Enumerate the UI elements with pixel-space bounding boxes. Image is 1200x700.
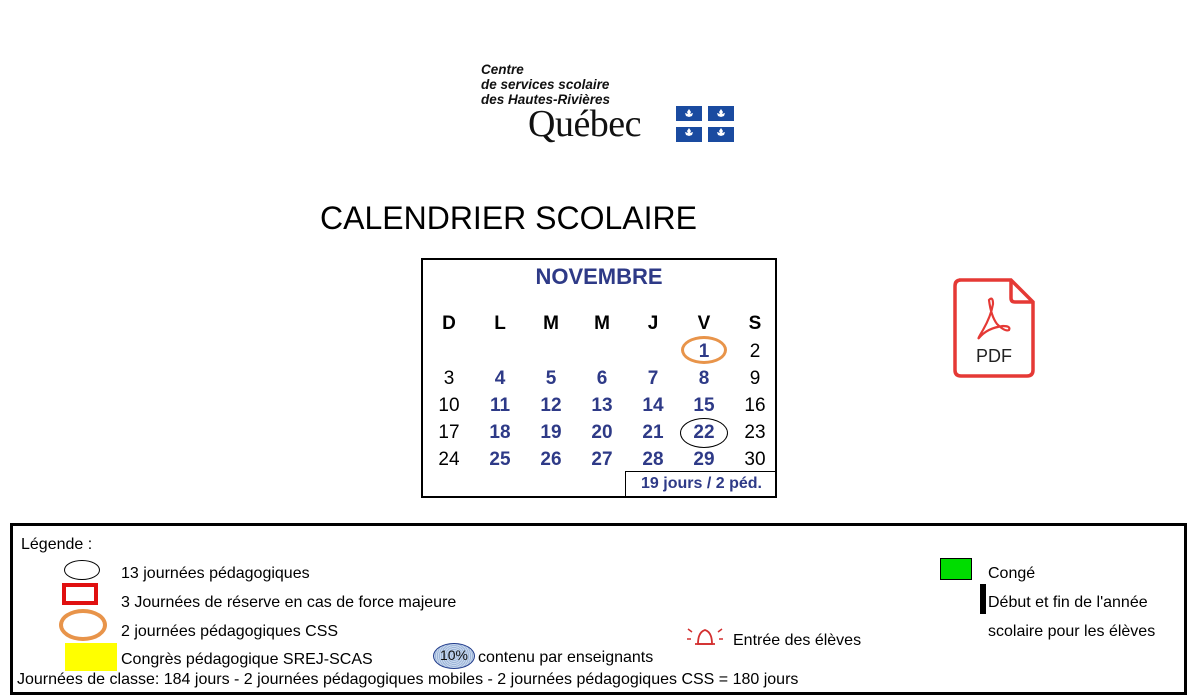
calendar-november bbox=[421, 258, 777, 498]
legend-year-line1: Début et fin de l'année bbox=[988, 594, 1148, 611]
legend-heading: Légende : bbox=[21, 536, 93, 553]
day-18: 18 bbox=[489, 422, 511, 443]
reserve-day-symbol bbox=[62, 583, 98, 605]
org-line-2: de services scolaire bbox=[481, 77, 610, 92]
legend-pct-text: contenu par enseignants bbox=[478, 649, 654, 666]
legend-box bbox=[10, 523, 1187, 695]
quebec-logo bbox=[476, 62, 746, 152]
weekday-saturday: S bbox=[748, 313, 762, 334]
day-14: 14 bbox=[642, 395, 664, 416]
day-21: 21 bbox=[642, 422, 664, 443]
day-5: 5 bbox=[545, 368, 557, 389]
percent-symbol: 10% bbox=[433, 643, 475, 669]
weekday-tuesday: M bbox=[543, 313, 559, 334]
legend-year-line2: scolaire pour les élèves bbox=[988, 623, 1156, 640]
congress-symbol bbox=[65, 643, 117, 671]
calendar-month: NOVEMBRE bbox=[535, 264, 663, 289]
pdf-download-link[interactable] bbox=[953, 278, 1035, 378]
legend-ped-days: 13 journées pédagogiques bbox=[121, 565, 310, 582]
day-13: 13 bbox=[591, 395, 613, 416]
weekday-friday: V bbox=[697, 313, 711, 334]
ped-day-symbol bbox=[64, 560, 100, 580]
quebec-wordmark: Québec bbox=[528, 103, 642, 145]
legend-reserve-days: 3 Journées de réserve en cas de force majeure bbox=[121, 594, 457, 611]
day-25: 25 bbox=[489, 449, 511, 470]
day-19: 19 bbox=[540, 422, 562, 443]
page-title: CALENDRIER SCOLAIRE bbox=[320, 200, 697, 236]
day-11: 11 bbox=[489, 395, 511, 416]
day-17: 17 bbox=[438, 422, 460, 443]
conge-symbol bbox=[940, 558, 972, 580]
weekday-wednesday: M bbox=[594, 313, 610, 334]
org-line-1: Centre bbox=[481, 62, 524, 77]
legend-footer: Journées de classe: 184 jours - 2 journées pédagogiques mobiles - 2 journées pédagogiques CSS = 180 jours bbox=[17, 671, 799, 688]
legend-css-days: 2 journées pédagogiques CSS bbox=[121, 623, 339, 640]
weekday-thursday: J bbox=[647, 313, 659, 334]
day-29: 29 bbox=[693, 449, 715, 470]
day-1: 1 bbox=[698, 341, 710, 362]
day-26: 26 bbox=[540, 449, 562, 470]
legend-congress: Congrès pédagogique SREJ-SCAS bbox=[121, 651, 373, 668]
day-9: 9 bbox=[749, 368, 761, 389]
day-4: 4 bbox=[494, 368, 506, 389]
pdf-label: PDF bbox=[976, 346, 1012, 366]
year-boundary-symbol bbox=[980, 584, 986, 614]
legend-conge: Congé bbox=[988, 565, 1036, 582]
day-15: 15 bbox=[693, 395, 715, 416]
day-20: 20 bbox=[591, 422, 613, 443]
day-10: 10 bbox=[438, 395, 460, 416]
legend-entry: Entrée des élèves bbox=[733, 632, 862, 649]
day-28: 28 bbox=[642, 449, 664, 470]
month-summary: 19 jours / 2 péd. bbox=[625, 471, 777, 498]
day-30: 30 bbox=[744, 449, 766, 470]
day-22: 22 bbox=[693, 422, 715, 443]
bell-alert-icon bbox=[687, 624, 723, 650]
weekday-sunday: D bbox=[442, 313, 456, 334]
day-27: 27 bbox=[591, 449, 613, 470]
day-24: 24 bbox=[438, 449, 460, 470]
org-line-3: des Hautes-Rivières bbox=[481, 92, 611, 107]
day-8: 8 bbox=[698, 368, 710, 389]
day-6: 6 bbox=[596, 368, 608, 389]
day-12: 12 bbox=[540, 395, 562, 416]
day-23: 23 bbox=[744, 422, 766, 443]
css-day-symbol bbox=[59, 609, 107, 641]
day-2: 2 bbox=[749, 341, 761, 362]
day-16: 16 bbox=[744, 395, 766, 416]
weekday-monday: L bbox=[494, 313, 506, 334]
organization-name bbox=[481, 62, 610, 107]
day-7: 7 bbox=[647, 368, 659, 389]
day-3: 3 bbox=[443, 368, 455, 389]
quebec-flag-icon bbox=[676, 106, 734, 142]
